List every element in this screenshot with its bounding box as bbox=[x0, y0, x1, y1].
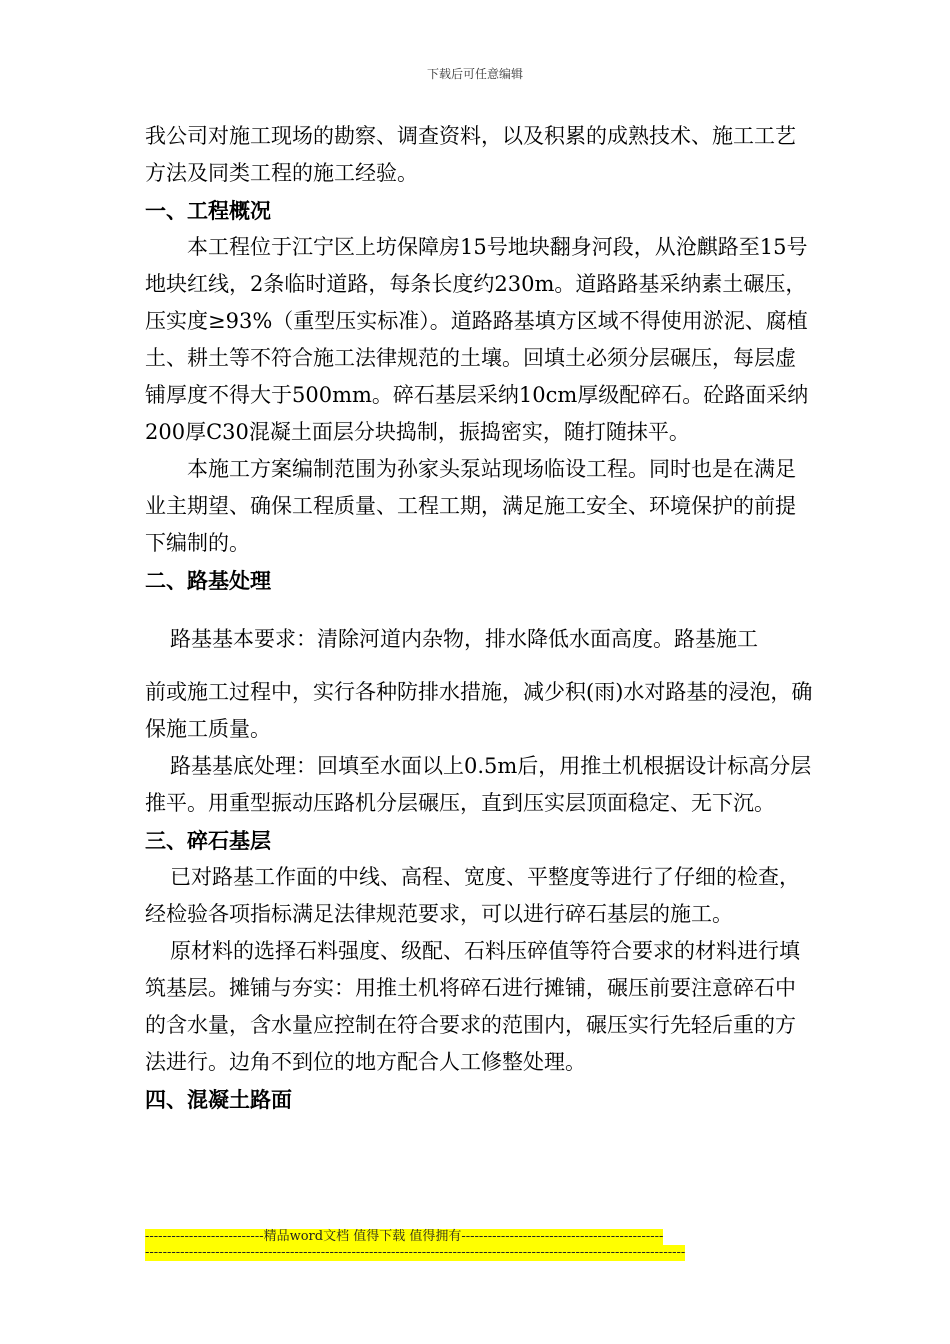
paragraph-gravel-materials: 原材料的选择石料强度、级配、石料压碎值等符合要求的材料进行填筑基层。摊铺与夯实：用推土机将碎石进行摊铺，碾压前要注意碎石中的含水量，含水量应控制在符合要求的范围内，碾压实行先轻后重的方法进行。边角不到位的地方配合人工修整处理。 bbox=[145, 939, 800, 1074]
paragraph-subgrade-requirements: 路基基本要求：清除河道内杂物，排水降低水面高度。路基施工 bbox=[170, 627, 758, 651]
paragraph-project-description: 本工程位于江宁区上坊保障房15号地块翻身河段，从沧麒路至15号地块红线，2条临时道路，每条长度约230m。道路路基采纳素土碾压，压实度≥93%（重型压实标准）。道路路基填方区域不得使用淤泥、腐植土、耕土等不符合施工法律规范的土壤。回填土必须分层碾压，每层虚铺厚度不得大于500mm。碎石基层采纳10cm厚级配碎石。砼路面采纳200厚C30混凝土面层分块捣制，振捣密实，随打随抹平。 bbox=[145, 235, 809, 444]
footer-divider-line: --------------------------------------------------------------------------------------------------------------------------- bbox=[145, 1245, 686, 1260]
document-body bbox=[145, 118, 815, 1118]
paragraph-subgrade-base: 路基基底处理：回填至水面以上0.5m后，用推土机根据设计标高分层推平。用重型振动压路机分层碾压，直到压实层顶面稳定、无下沉。 bbox=[145, 754, 812, 815]
page-footer bbox=[145, 1229, 685, 1261]
page-header: 下载后可任意编辑 bbox=[426, 67, 523, 81]
footer-watermark-line: ---------------------------精品word文档 值得下载 值得拥有---------------------------------------------- bbox=[145, 1229, 664, 1244]
paragraph-intro: 我公司对施工现场的勘察、调查资料，以及积累的成熟技术、施工工艺方法及同类工程的施工经验。 bbox=[145, 124, 796, 185]
heading-project-overview: 一、工程概况 bbox=[145, 198, 271, 223]
paragraph-subgrade-requirements-cont: 前或施工过程中，实行各种防排水措施，减少积(雨)水对路基的浸泡，确保施工质量。 bbox=[145, 680, 813, 741]
heading-gravel-base: 三、碎石基层 bbox=[145, 828, 271, 853]
heading-concrete-pavement: 四、混凝土路面 bbox=[145, 1087, 292, 1112]
paragraph-scope: 本施工方案编制范围为孙家头泵站现场临设工程。同时也是在满足业主期望、确保工程质量、工程工期，满足施工安全、环境保护的前提下编制的。 bbox=[145, 457, 796, 555]
paragraph-gravel-inspection: 已对路基工作面的中线、高程、宽度、平整度等进行了仔细的检查，经检验各项指标满足法律规范要求，可以进行碎石基层的施工。 bbox=[145, 865, 800, 926]
heading-subgrade-treatment: 二、路基处理 bbox=[145, 568, 271, 593]
